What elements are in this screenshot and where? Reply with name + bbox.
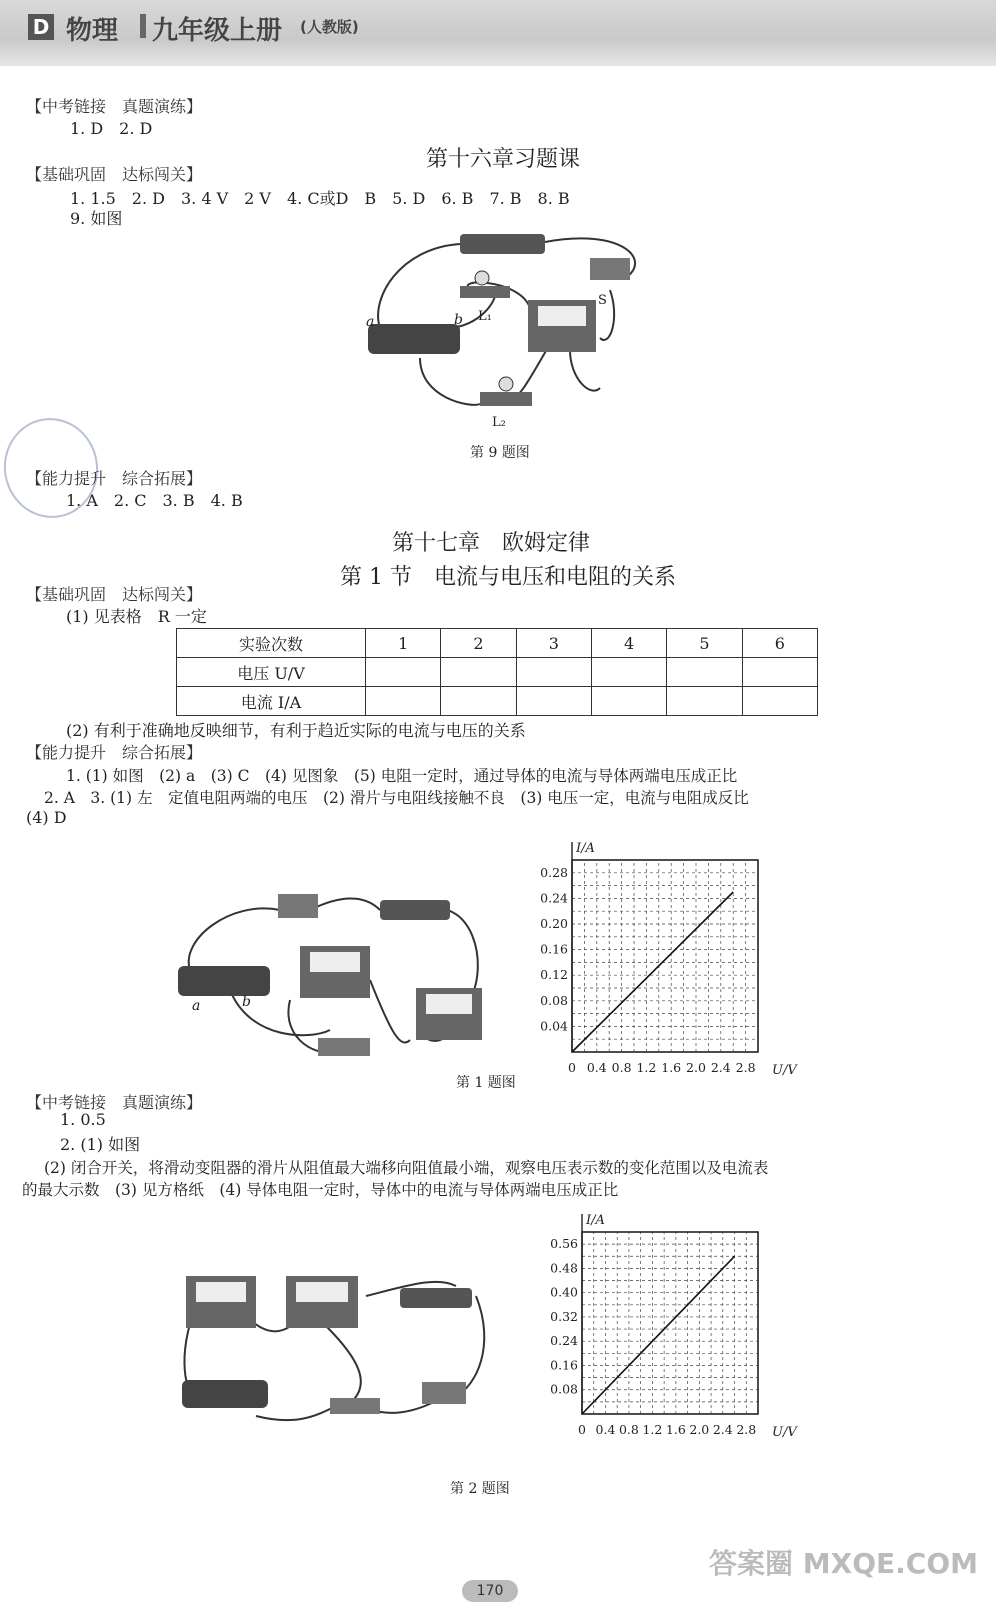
circuit-figure-2 xyxy=(176,1266,516,1426)
edition-label: (人教版) xyxy=(300,18,359,36)
terminal-a-label: a xyxy=(192,998,201,1014)
section-heading: 【基础巩固 达标闯关】 xyxy=(26,165,203,184)
subject-title: 物理 xyxy=(66,16,119,46)
lamp-l2-icon xyxy=(480,392,532,406)
resistor-icon xyxy=(318,1038,370,1056)
x-tick-label: 0 xyxy=(578,1422,586,1437)
table-cell: 电压 U/V xyxy=(177,658,366,687)
table-cell: 6 xyxy=(742,629,817,658)
table-row xyxy=(177,629,818,658)
y-tick-label: 0.56 xyxy=(550,1236,578,1252)
watermark: 答案圈 MXQE.COM xyxy=(709,1547,978,1580)
x-tick-label: 1.6 xyxy=(661,1060,682,1075)
x-tick-label: 1.2 xyxy=(642,1422,663,1437)
lamp-l1-label: L₁ xyxy=(478,309,492,324)
x-tick-label: 1.6 xyxy=(665,1422,686,1437)
terminal-a-label: a xyxy=(366,314,375,330)
x-tick-label: 0.4 xyxy=(586,1060,607,1075)
figure-caption: 第 2 题图 xyxy=(450,1481,510,1497)
switch-icon xyxy=(278,894,318,918)
book-title: 九年级上册 xyxy=(152,16,283,46)
y-tick-label: 0.40 xyxy=(550,1284,578,1300)
y-tick-label: 0.24 xyxy=(540,890,568,906)
lamp-l2-label: L₂ xyxy=(492,415,506,428)
x-tick-label: 2.4 xyxy=(712,1422,733,1437)
answer-line: (2) 闭合开关，将滑动变阻器的滑片从阻值最大端移向阻值最小端，观察电压表示数的变化范围以及电流表 xyxy=(44,1159,769,1177)
page-number: 170 xyxy=(462,1580,518,1602)
battery-icon xyxy=(460,234,545,254)
answer-line: (1) 见表格 R 一定 xyxy=(66,607,207,626)
section-title: 第 1 节 电流与电压和电阻的关系 xyxy=(340,565,676,590)
x-tick-label: 0.8 xyxy=(611,1060,632,1075)
experiment-table xyxy=(176,628,818,716)
table-row xyxy=(177,687,818,716)
iu-graph-2 xyxy=(530,1196,820,1446)
y-tick-label: 0.28 xyxy=(540,864,568,880)
y-tick-label: 0.48 xyxy=(550,1260,578,1276)
switch-icon xyxy=(422,1382,466,1404)
x-tick-label: 2.4 xyxy=(710,1060,731,1075)
x-tick-label: 2.0 xyxy=(686,1060,706,1075)
x-tick-label: 0.4 xyxy=(595,1422,616,1437)
y-axis-label: I/A xyxy=(576,841,595,856)
chapter-title: 第十七章 欧姆定律 xyxy=(392,531,591,556)
y-tick-label: 0.04 xyxy=(540,1018,568,1034)
y-tick-label: 0.32 xyxy=(550,1308,578,1324)
table-cell: 3 xyxy=(516,629,591,658)
data-line xyxy=(582,1256,735,1414)
x-tick-label: 0.8 xyxy=(618,1422,639,1437)
section-heading: 【能力提升 综合拓展】 xyxy=(26,743,203,762)
battery-icon xyxy=(400,1288,472,1308)
section-heading: 【中考链接 真题演练】 xyxy=(26,97,203,116)
answer-line: 1. 1.5 2. D 3. 4 V 2 V 4. C或D B 5. D 6. B 7. B 8. B xyxy=(70,189,570,208)
section-heading: 【基础巩固 达标闯关】 xyxy=(26,585,203,604)
y-tick-label: 0.16 xyxy=(550,1357,578,1373)
x-tick-label: 1.2 xyxy=(636,1060,657,1075)
table-cell: 实验次数 xyxy=(177,629,366,658)
x-tick-label: 2.8 xyxy=(736,1422,757,1437)
x-tick-label: 2.0 xyxy=(689,1422,710,1437)
x-axis-label: U/V xyxy=(772,1425,797,1440)
edition-badge: D xyxy=(28,14,54,40)
answer-line: 2. A 3. (1) 左 定值电阻两端的电压 (2) 滑片与电阻线接触不良 (3) 电压一定，电流与电阻成反比 xyxy=(44,789,749,807)
switch-icon xyxy=(590,258,630,280)
x-tick-label: 0 xyxy=(568,1060,576,1075)
circuit-figure-1 xyxy=(170,880,520,1070)
y-axis-label: I/A xyxy=(586,1213,605,1228)
table-cell: 2 xyxy=(441,629,516,658)
circuit-figure-9 xyxy=(360,228,660,428)
page-header xyxy=(0,0,996,66)
table-cell: 1 xyxy=(366,629,441,658)
header-divider xyxy=(140,14,146,38)
y-tick-label: 0.08 xyxy=(540,992,568,1008)
answer-line: (4) D xyxy=(26,808,67,827)
rheostat-icon xyxy=(182,1380,268,1408)
answer-line: 1. D 2. D xyxy=(70,119,153,138)
table-cell: 4 xyxy=(591,629,666,658)
section-heading: 【能力提升 综合拓展】 xyxy=(26,469,203,488)
resistor-icon xyxy=(330,1398,380,1414)
answer-line: 9. 如图 xyxy=(70,209,123,228)
x-axis-label: U/V xyxy=(772,1063,797,1078)
figure-caption: 第 9 题图 xyxy=(470,445,530,461)
rheostat-icon xyxy=(178,966,270,996)
answer-line: (2) 有利于准确地反映细节，有利于趋近实际的电流与电压的关系 xyxy=(66,721,526,740)
y-tick-label: 0.24 xyxy=(550,1333,578,1349)
table-cell: 5 xyxy=(667,629,742,658)
answer-line: 2. (1) 如图 xyxy=(60,1135,141,1154)
y-tick-label: 0.20 xyxy=(540,916,568,931)
data-line xyxy=(572,892,733,1052)
table-row xyxy=(177,658,818,687)
y-tick-label: 0.16 xyxy=(540,941,568,957)
x-tick-label: 2.8 xyxy=(735,1060,756,1075)
terminal-b-label: b xyxy=(454,312,463,328)
terminal-b-label: b xyxy=(242,994,251,1010)
rheostat-icon xyxy=(368,324,460,354)
answer-line: 1. (1) 如图 (2) a (3) C (4) 见图象 (5) 电阻一定时，通过导体的电流与导体两端电压成正比 xyxy=(66,767,738,785)
y-tick-label: 0.12 xyxy=(540,967,568,983)
section-heading: 【中考链接 真题演练】 xyxy=(26,1093,203,1112)
table-cell: 电流 I/A xyxy=(177,687,366,716)
switch-label: S xyxy=(598,293,607,308)
answer-line: 1. A 2. C 3. B 4. B xyxy=(66,491,243,510)
y-tick-label: 0.08 xyxy=(550,1381,578,1397)
answer-line: 的最大示数 (3) 见方格纸 (4) 导体电阻一定时，导体中的电流与导体两端电压成正比 xyxy=(22,1181,619,1199)
lamp-l1-icon xyxy=(460,286,510,298)
chapter-title: 第十六章习题课 xyxy=(426,147,581,172)
answer-line: 1. 0.5 xyxy=(60,1110,106,1129)
battery-icon xyxy=(380,900,450,920)
figure-caption: 第 1 题图 xyxy=(456,1075,516,1091)
iu-graph-1 xyxy=(520,822,810,1084)
